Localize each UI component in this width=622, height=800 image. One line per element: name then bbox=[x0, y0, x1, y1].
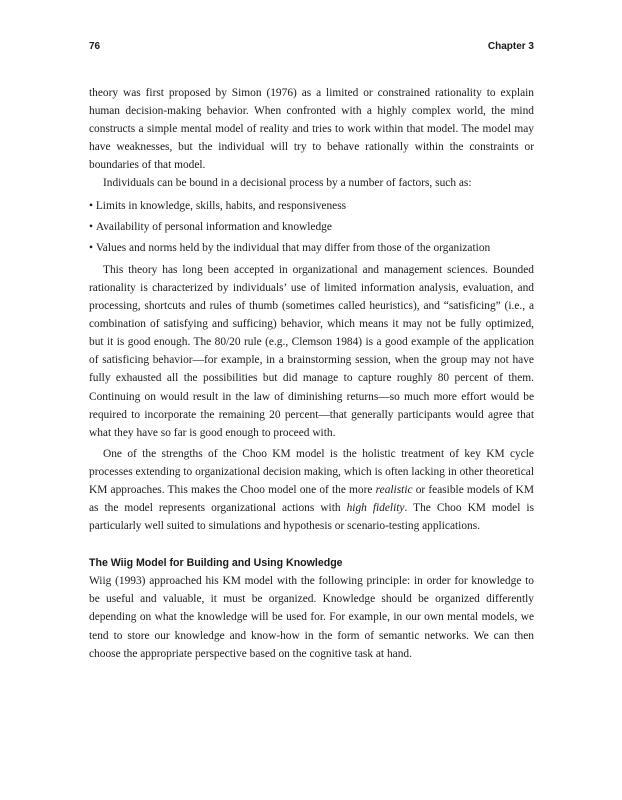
list-item: • Values and norms held by the individual that may differ from those of the organization bbox=[89, 239, 534, 257]
text-run: . The Choo KM model is particularly well suited to simulations and hypothesis or scenario-testing applications. bbox=[89, 502, 535, 533]
list-item: • Limits in knowledge, skills, habits, and responsiveness bbox=[89, 197, 534, 215]
running-head bbox=[89, 41, 534, 57]
paragraph-satisficing: This theory has long been accepted in organizational and management sciences. Bounded rationality is characterized by individuals’ use of limited information analysis, evaluation, and processing, shortcuts and rules of thumb (sometimes called heuristics), and “satisficing” (i.e., a combination of satisfying and sufficing) behavior, which means it may not be fully optimized, but it is good enough. The 80/20 rule (e.g., Clemson 1984) is a good example of the application of satisficing behavior—for example, in a brainstorming session, when the group may not have fully exhausted all the possibilities but did manage to capture roughly 80 percent of them. Continuing on would result in the law of diminishing returns—so much more effort would be required to incorporate the remaining 20 percent—that generally participants would agree that what they have so far is good enough to proceed with. bbox=[89, 263, 534, 439]
chapter-label: Chapter 3 bbox=[487, 41, 534, 52]
paragraph-choo-strengths bbox=[89, 445, 534, 535]
section-heading: The Wiig Model for Building and Using Knowledge bbox=[89, 557, 343, 570]
text-run: One of the strengths of the Choo KM model is the holistic treatment of key KM cycle processes extending to organizational decision making, which is often lacking in other theoretical KM approaches. This makes the Choo model one of the more bbox=[89, 447, 534, 496]
paragraph-factors-intro: Individuals can be bound in a decisional process by a number of factors, such as: bbox=[103, 177, 472, 190]
paragraph-bounded-rationality-intro: theory was first proposed by Simon (1976) as a limited or constrained rationality to explain human decision-making behavior. When confronted with a highly complex world, the mind constructs a simple mental model of reality and tries to work within that model. The model may have weaknesses, but the individual will try to behave rationally within the constraints or boundaries of that model. bbox=[89, 87, 534, 172]
body-text bbox=[89, 84, 534, 663]
paragraph-wiig-model: Wiig (1993) approached his KM model with the following principle: in order for knowledge to be useful and valuable, it must be organized. Knowledge should be organized differently depending on what the knowledge will be used for. For example, in our own mental models, we tend to store our knowledge and know-how in the form of semantic networks. We can then choose the appropriate perspective based on the cognitive task at hand. bbox=[89, 575, 534, 660]
text-run: or feasible models of KM as the model represents organizational actions with bbox=[89, 483, 534, 515]
list-item: • Availability of personal information and knowledge bbox=[89, 218, 534, 236]
emphasis-realistic: realistic bbox=[375, 483, 413, 496]
page-number: 76 bbox=[89, 41, 101, 52]
emphasis-high-fidelity: high fidelity bbox=[346, 502, 405, 515]
factors-list bbox=[89, 197, 534, 257]
